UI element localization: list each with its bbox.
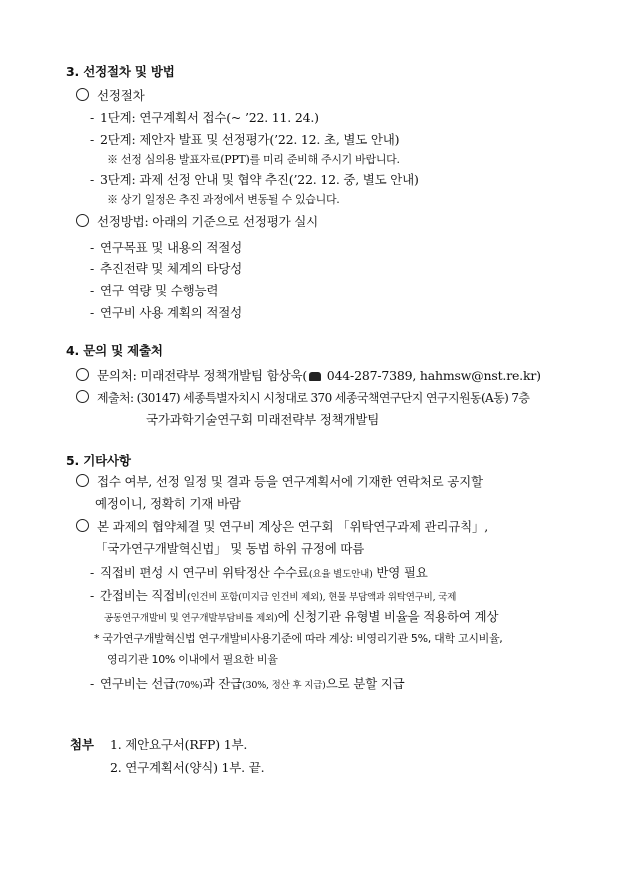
circle-bullet-icon xyxy=(76,390,89,403)
attachment-1: 1. 제안요구서(RFP) 1부. xyxy=(110,737,248,752)
criterion-3-text: 연구 역량 및 수행능력 xyxy=(100,283,219,298)
payment-advance-ratio: (70%) xyxy=(175,680,203,691)
step-3-note: ※ 상기 일정은 추진 과정에서 변동될 수 있습니다. xyxy=(107,193,340,206)
payment-text-3: 으로 분할 지급 xyxy=(325,676,405,691)
direct-cost-text: 직접비 편성 시 연구비 위탁정산 수수료 xyxy=(100,565,309,580)
step-1 xyxy=(90,110,319,126)
criterion-1-text: 연구목표 및 내용의 적절성 xyxy=(100,240,242,255)
circle-bullet-icon xyxy=(76,214,89,227)
criterion-3 xyxy=(90,283,218,299)
submission-office: 국가과학기술연구회 미래전략부 정책개발팀 xyxy=(146,412,380,427)
indirect-cost-line-2 xyxy=(104,609,498,627)
notice-1-line-1: 접수 여부, 선정 일정 및 결과 등을 연구계획서에 기재한 연락처로 공지할 xyxy=(97,474,483,489)
dash-bullet: - xyxy=(90,565,95,580)
phone-icon xyxy=(309,372,321,381)
indirect-cost-note: (인건비 포함(미지급 인건비 제외), 현물 부담액과 위탁연구비, 국제 xyxy=(186,592,457,603)
payment-text-1: 연구비는 선급 xyxy=(100,676,176,691)
direct-cost-end: 반영 필요 xyxy=(372,565,428,580)
circle-bullet-icon xyxy=(76,519,89,532)
step-1-text: 1단계: 연구계획서 접수(~ ’22. 11. 24.) xyxy=(100,110,319,125)
dash-bullet: - xyxy=(90,305,95,320)
dash-bullet: - xyxy=(90,132,95,147)
circle-bullet-icon xyxy=(76,474,89,487)
indirect-cost-item xyxy=(90,588,456,606)
dash-bullet: - xyxy=(90,172,95,187)
dash-bullet: - xyxy=(90,588,95,603)
criterion-2-text: 추진전략 및 체계의 타당성 xyxy=(100,261,242,276)
circle-bullet-icon xyxy=(76,88,89,101)
criterion-1 xyxy=(90,240,242,256)
attachment-2: 2. 연구계획서(양식) 1부. 끝. xyxy=(110,760,265,775)
inquiry-item xyxy=(76,368,541,384)
selection-method-item xyxy=(76,214,318,230)
step-2-text: 2단계: 제안자 발표 및 선정평가(’22. 12. 초, 별도 안내) xyxy=(100,132,400,147)
inquiry-contact: 044-287-7389, hahmsw@nst.re.kr) xyxy=(323,368,541,383)
direct-cost-item xyxy=(90,565,428,583)
step-3-text: 3단계: 과제 선정 안내 및 협약 추진(’22. 12. 중, 별도 안내) xyxy=(100,172,419,187)
rate-footnote-line-2: 영리기관 10% 이내에서 필요한 비율 xyxy=(107,653,278,666)
selection-method-heading: 선정방법: 아래의 기준으로 선정평가 실시 xyxy=(97,214,318,229)
criterion-4-text: 연구비 사용 계획의 적절성 xyxy=(100,305,242,320)
criterion-2 xyxy=(90,261,242,277)
indirect-cost-text: 간접비는 직접비 xyxy=(100,588,187,603)
notice-2-line-2: 「국가연구개발혁신법」 및 동법 하위 규정에 따름 xyxy=(95,541,365,556)
attachment-label: 첨부 xyxy=(70,737,94,752)
submission-item xyxy=(76,390,529,406)
direct-cost-note: (요율 별도안내) xyxy=(308,569,373,580)
payment-text-2: 과 잔급 xyxy=(202,676,242,691)
notice-1-line-2: 예정이니, 정확히 기재 바람 xyxy=(95,496,241,511)
payment-item xyxy=(90,676,405,694)
section-5-title: 5. 기타사항 xyxy=(66,453,131,468)
indirect-cost-rule: 에 신청기관 유형별 비율을 적용하여 계상 xyxy=(277,609,499,624)
rate-footnote-line-1: * 국가연구개발혁신법 연구개발비사용기준에 따라 계상: 비영리기관 5%, 대학 고시비율, xyxy=(94,632,503,645)
step-2 xyxy=(90,132,399,148)
inquiry-label: 문의처: 미래전략부 정책개발팀 함상욱( xyxy=(97,368,308,383)
criterion-4 xyxy=(90,305,242,321)
dash-bullet: - xyxy=(90,283,95,298)
payment-balance-ratio: (30%, 정산 후 지급) xyxy=(242,680,326,691)
section-3-title: 3. 선정절차 및 방법 xyxy=(66,64,175,79)
dash-bullet: - xyxy=(90,110,95,125)
circle-bullet-icon xyxy=(76,368,89,381)
indirect-cost-note-2: 공동연구개발비 및 연구개발부담비를 제외) xyxy=(104,613,278,624)
section-4-title: 4. 문의 및 제출처 xyxy=(66,343,163,358)
selection-procedure-item xyxy=(76,88,145,104)
step-3 xyxy=(90,172,419,188)
step-2-note: ※ 선정 심의용 발표자료(PPT)를 미리 준비해 주시기 바랍니다. xyxy=(107,153,400,166)
notice-item-2 xyxy=(76,519,488,535)
notice-2-line-1: 본 과제의 협약체결 및 연구비 계상은 연구회 「위탁연구과제 관리규칙」, xyxy=(97,519,489,534)
submission-address: 제출처: (30147) 세종특별자치시 시청대로 370 세종국책연구단지 연구지원동(A동) 7층 xyxy=(97,391,530,405)
dash-bullet: - xyxy=(90,240,95,255)
dash-bullet: - xyxy=(90,261,95,276)
dash-bullet: - xyxy=(90,676,95,691)
selection-procedure-heading: 선정절차 xyxy=(97,88,145,103)
notice-item-1 xyxy=(76,474,483,490)
